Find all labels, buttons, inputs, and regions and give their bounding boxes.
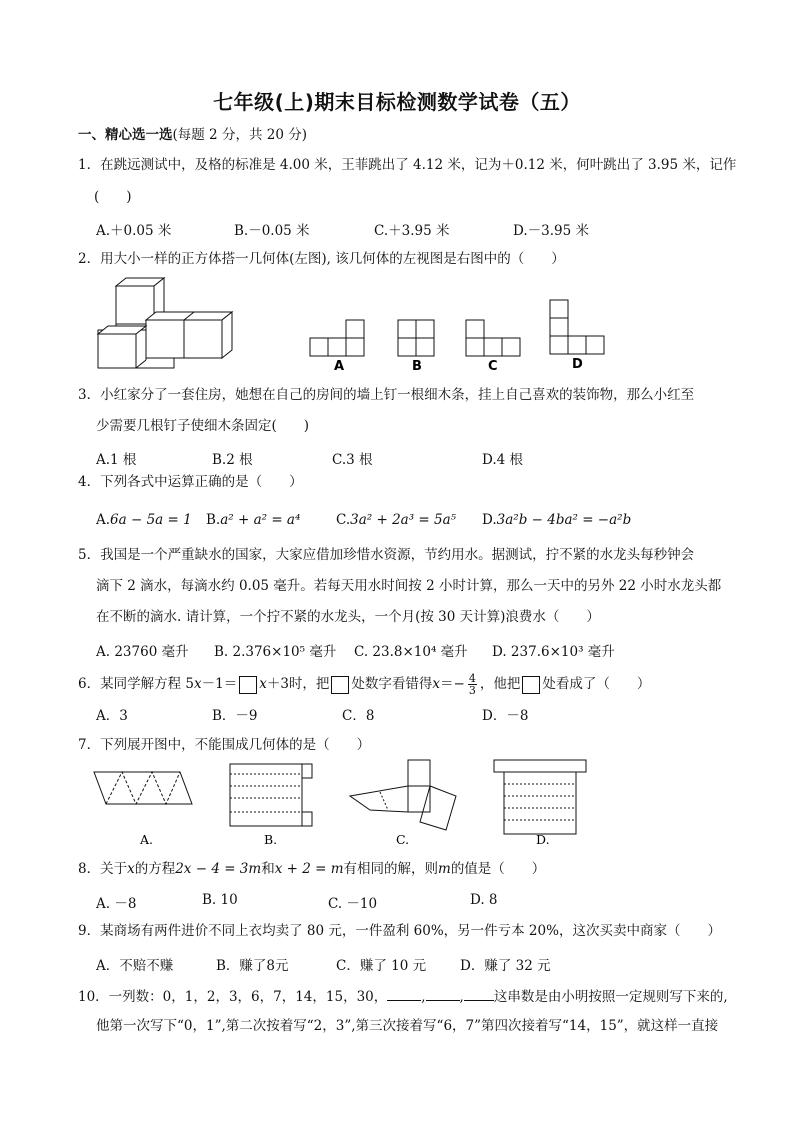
q8-part-1: 8．关于 [78,861,128,877]
q6-part-1: 6．某同学解方程 5 [78,676,194,692]
q4-option-a [96,512,192,528]
q1-option-d: D.－3.95 米 [513,223,589,239]
q5-option-b: B. 2.376×10⁵ 毫升 [214,644,337,660]
q6-part-10: 处看成了（ ） [542,676,651,692]
q6-part-3: －1＝ [201,676,238,692]
q4-option-d-letter: D. [482,512,497,528]
q2-view-options [300,296,620,376]
q8-option-a: A. －8 [96,896,137,912]
q10-text-1 [78,986,728,1006]
q5-text-2: 滴下 2 滴水，每滴水约 0.05 毫升。若每天用水时间按 2 小时计算，那么一天中的另外 22 小时水龙头都 [96,578,722,594]
q2-view-a [310,320,364,356]
q10-text-2: 他第一次写下“0，1”,第二次按着写“2，3”,第三次接着写“6，7”第四次接着写“14，15”，就这样一直接 [96,1018,719,1034]
q7-label-b: B. [264,832,278,847]
q4-expr-d: 3a²b − 4ba² = −a²b [496,512,632,528]
q5-option-c: C. 23.8×10⁴ 毫升 [354,644,468,660]
q9-option-a: A．不赔不赚 [96,958,174,974]
q2-text: 2．用大小一样的正方体搭一几何体(左图), 该几何体的左视图是右图中的（ ） [78,251,565,267]
section-heading [78,126,307,144]
q2-view-b [398,320,434,356]
q5-option-d: D. 237.6×10³ 毫升 [492,644,615,660]
q3-option-c: C.3 根 [332,452,373,468]
q2-solid-figure [90,276,230,372]
q5-text-3: 在不断的滴水. 请计算，一个拧不紧的水龙头，一个月(按 30 天计算)浪费水（ ） [96,609,600,625]
q5-option-a: A. 23760 毫升 [96,644,189,660]
q4-expr-a: 6a − 5a = 1 [110,512,192,528]
q10-sep-1: , [421,989,426,1005]
q4-option-d [482,512,631,528]
q2-view-c [466,320,520,356]
q10-part-1: 10．一列数：0，1，2，3，6，7，14，15，30， [78,989,388,1005]
q6-var-x-1: x [193,676,202,692]
q7-net-d [494,760,586,834]
q10-blank-1 [387,986,421,1001]
q1-paren: ( ) [94,189,132,205]
q6-blank-box-3 [522,676,540,694]
q2-label-d: D [572,357,583,372]
q8-var-x: x [127,861,135,877]
q9-text: 9．某商场有两件进价不同上衣均卖了 80 元，一件盈利 60%，另一件亏本 20%，这次买卖中商家（ ） [78,923,721,939]
q7-nets-figure [90,756,610,852]
q7-label-d: D. [536,832,550,847]
q7-net-a [94,772,192,804]
q8-option-b: B. 10 [202,892,238,908]
q6-var-x-2: x [259,676,267,692]
q7-label-a: A. [140,832,154,847]
q1-option-c: C.＋3.95 米 [374,223,450,239]
q7-net-c [350,760,456,830]
q3-option-a: A.1 根 [96,452,137,468]
q8-part-3: 和 [261,861,275,877]
q6-part-5: ＋3时，把 [266,676,330,692]
q8-equation-1: 2x − 4 = 3m [175,861,262,877]
q6-frac-num: 4 [468,672,476,685]
q9-option-c: C．赚了 10 元 [336,958,427,974]
q10-part-2: 这串数是由小明按照一定规则写下来的, [493,989,728,1005]
q7-label-c: C. [396,832,410,847]
q6-option-a: A．3 [96,708,128,724]
q6-option-d: D．－8 [482,708,529,724]
q3-text-2: 少需要几根钉子使细木条固定( ) [96,418,310,434]
q6-frac-den: 3 [468,684,476,697]
q8-option-c: C. －10 [328,896,378,912]
q8-part-2: 的方程 [134,861,176,877]
q4-text: 4．下列各式中运算正确的是（ ） [78,474,303,490]
q6-part-9: ，他把 [479,676,521,692]
q9-option-b: B．赚了8元 [216,958,289,974]
q2-label-b: B [412,359,422,374]
q8-var-m: m [438,861,451,877]
q6-blank-box-2 [331,676,349,694]
section-note: (每题 2 分，共 20 分) [172,127,307,143]
q6-option-c: C．8 [342,708,375,724]
q3-option-b: B.2 根 [212,452,253,468]
q3-text-1: 3．小红家分了一套住房，她想在自己的房间的墙上钉一根细木条，挂上自己喜欢的装饰物，那么小红至 [78,387,695,403]
q7-net-b [230,764,312,826]
q4-option-b-letter: B. [206,512,221,528]
q6-fraction [468,673,477,696]
q6-part-6: 处数字看错得 [351,676,433,692]
q10-blank-3 [464,986,494,1001]
q8-option-d: D. 8 [470,892,498,908]
q8-equation-2: x + 2 = m [274,861,344,877]
q4-option-b [206,512,300,528]
q8-part-4: 有相同的解，则 [343,861,438,877]
q8-text [78,860,545,878]
q2-view-d [550,300,604,354]
q1-text: 1．在跳远测试中，及格的标准是 4.00 米，王菲跳出了 4.12 米，记为＋0.12 米，何叶跳出了 3.95 米，记作 [78,157,737,173]
q2-label-a: A [334,359,345,374]
page-title: 七年级(上)期末目标检测数学试卷（五） [213,90,581,114]
q4-option-c [336,512,456,528]
q4-option-c-letter: C. [336,512,351,528]
q9-option-d: D．赚了 32 元 [460,958,551,974]
q3-option-d: D.4 根 [482,452,524,468]
q6-option-b: B．－9 [212,708,258,724]
q10-sep-2: , [459,989,464,1005]
q6-blank-box-1 [239,676,257,694]
q6-var-x-3: x [432,676,441,692]
q1-option-a: A.＋0.05 米 [96,223,172,239]
q2-label-c: C [488,359,498,374]
q8-part-5: 的值是（ ） [450,861,546,877]
q4-expr-c: 3a² + 2a³ = 5a⁵ [350,512,457,528]
q4-expr-b: a² + a² = a⁴ [220,512,301,528]
q5-text-1: 5．我国是一个严重缺水的国家，大家应借加珍惜水资源，节约用水。据测试，拧不紧的水龙头每秒钟会 [78,547,695,563]
q7-text: 7．下列展开图中，不能围成几何体的是（ ） [78,737,371,753]
section-title: 一、精心选一选 [78,127,173,143]
q1-option-b: B.－0.05 米 [234,223,310,239]
q4-option-a-letter: A. [96,512,111,528]
q6-part-8: ＝− [440,676,465,692]
q10-blank-2 [426,986,460,1001]
q6-text [78,672,650,696]
